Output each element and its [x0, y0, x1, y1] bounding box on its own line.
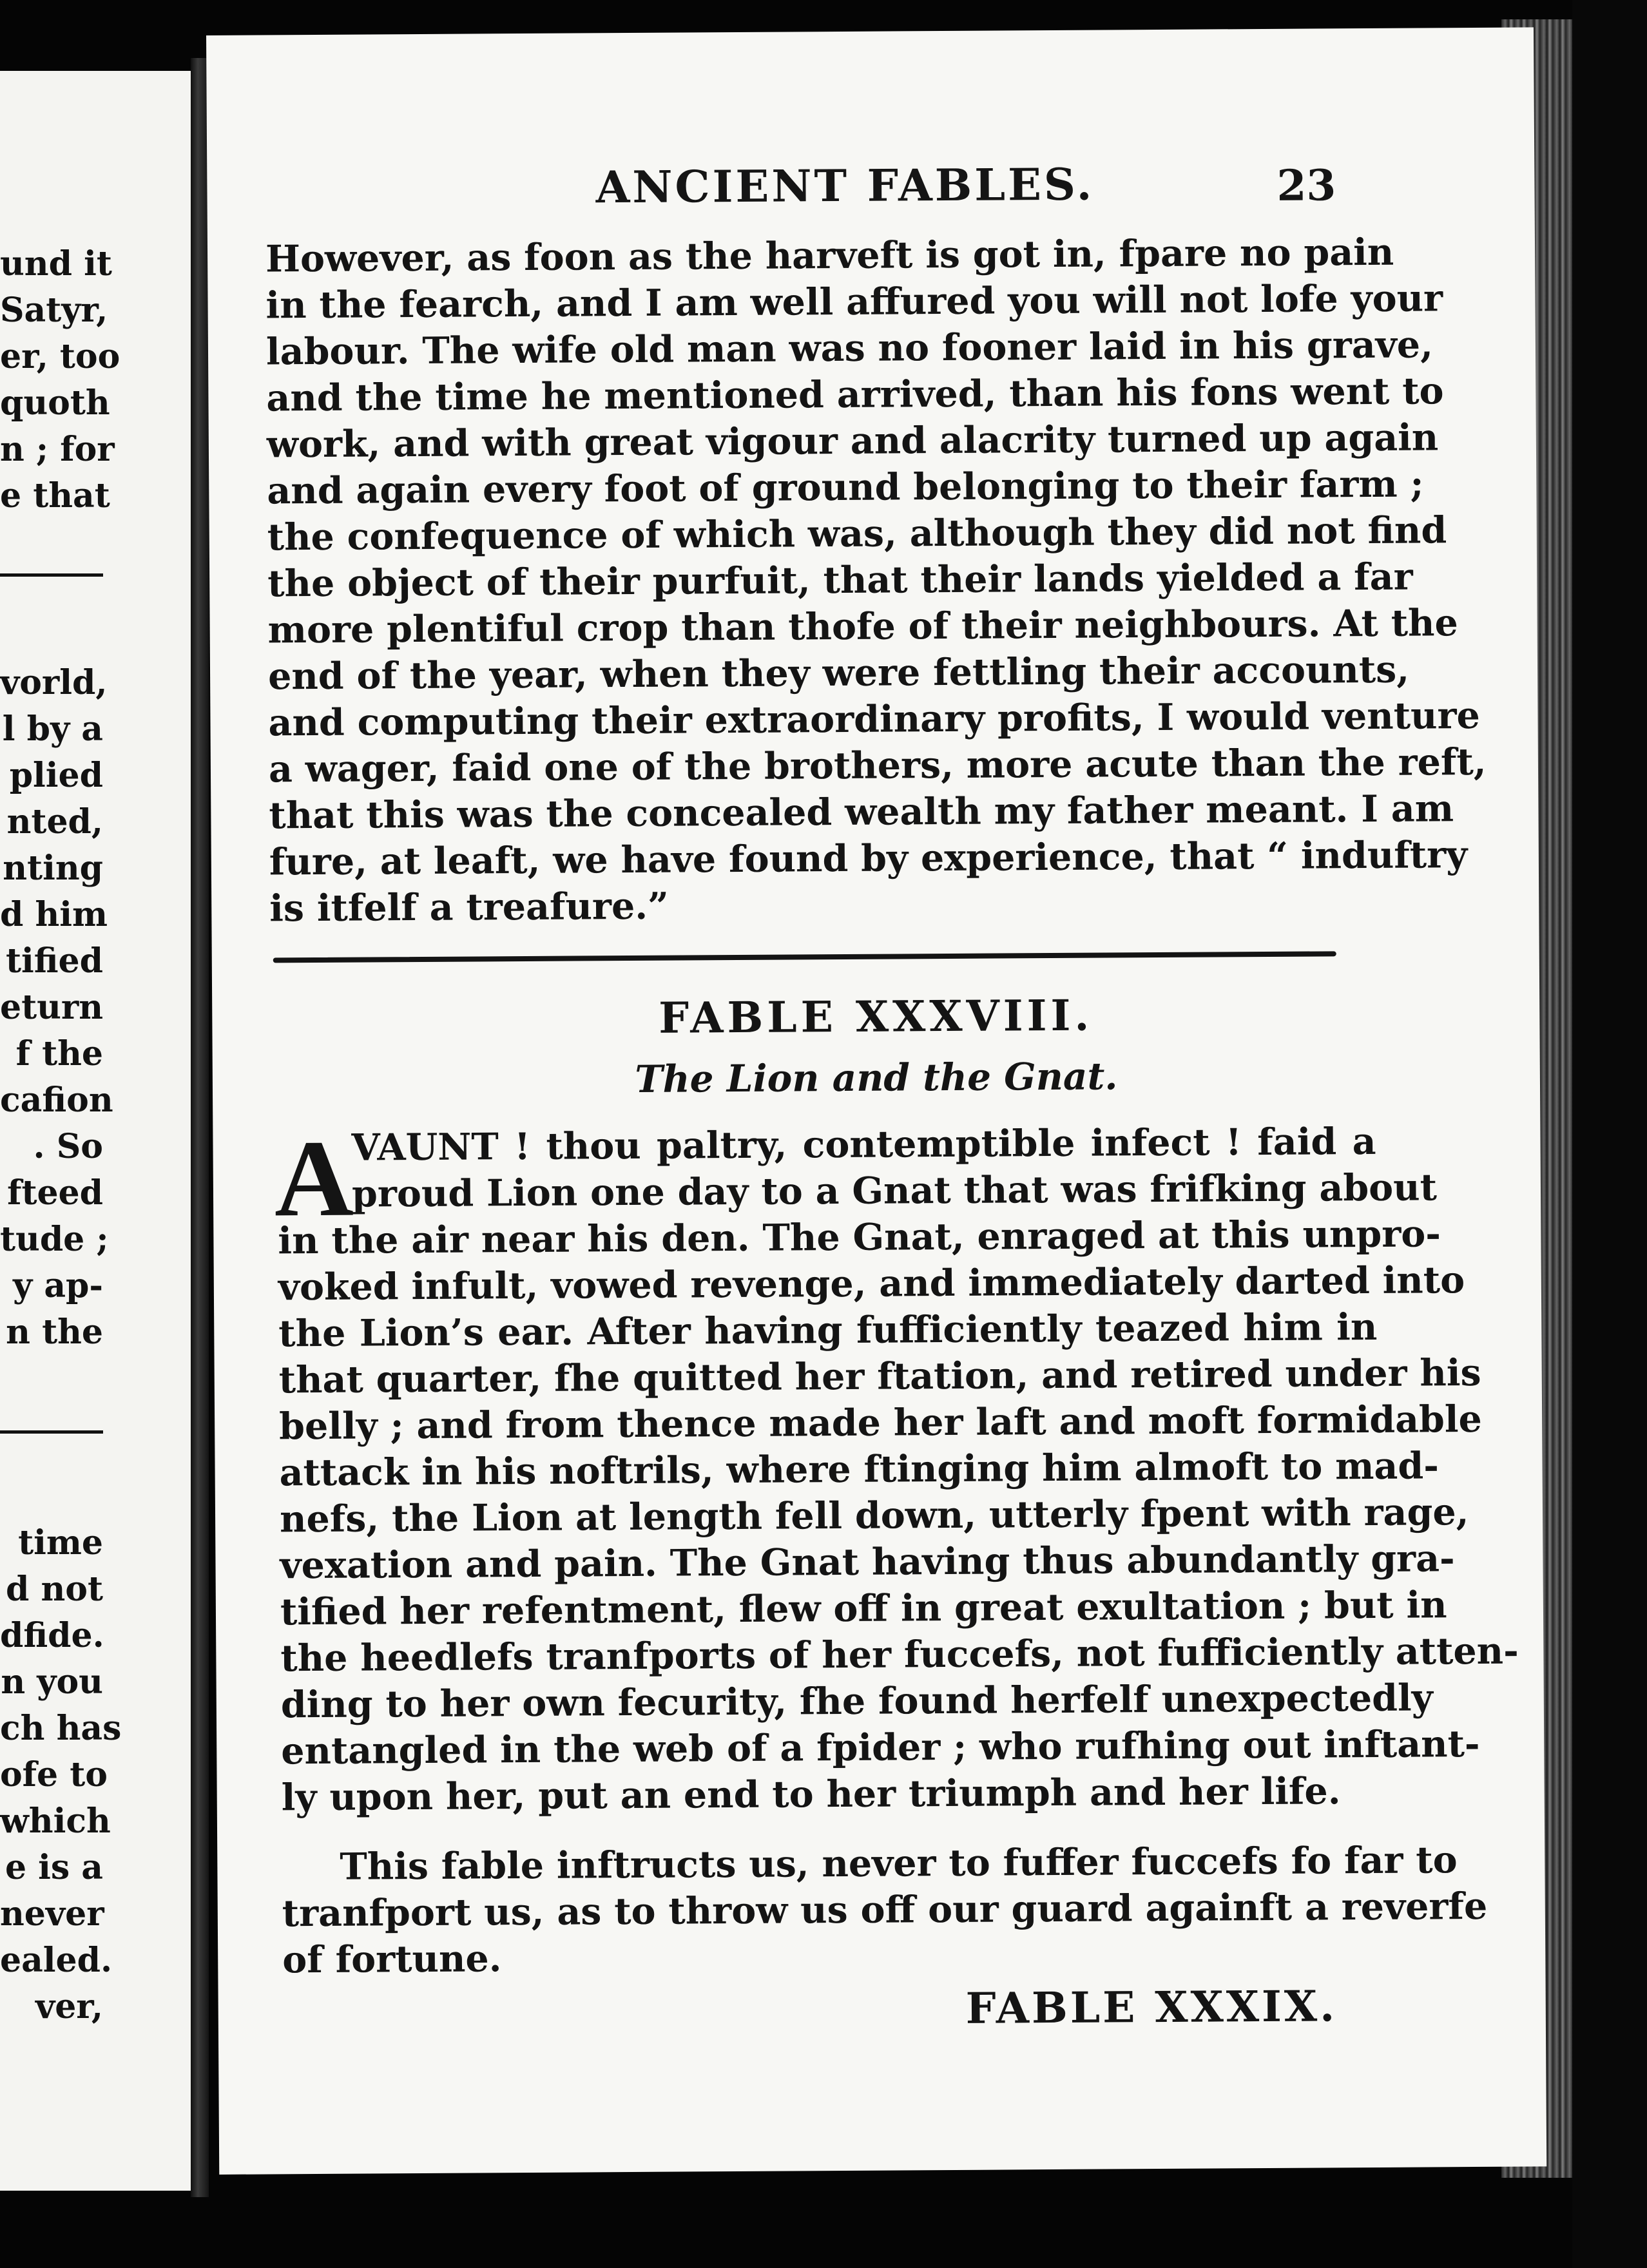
text-line: proud Lion one day to a Gnat that was frifking about: [351, 1166, 1438, 1216]
fable-body: [278, 1211, 1519, 1821]
previous-page-fragment: [0, 71, 197, 2191]
text-line: and again every foot of ground belonging to their farm ;: [267, 462, 1424, 513]
text-line: tranfport us, as to throw us off our guard againft a reverfe: [282, 1884, 1488, 1936]
scan-border: [1572, 0, 1647, 2268]
left-line: l by a: [2, 709, 103, 749]
left-line: d him: [0, 895, 108, 934]
text-line: ding to her own fecurity, fhe found herfelf unexpectedly: [280, 1676, 1434, 1727]
fable-moral: [282, 1838, 1488, 1983]
text-line: that quarter, fhe quitted her ftation, and retired under his: [278, 1350, 1481, 1402]
left-line: tude ;: [0, 1220, 109, 1259]
text-line: end of the year, when they were fettling their accounts,: [267, 648, 1410, 698]
text-line: and computing their extraordinary profits, I would venture: [268, 693, 1481, 745]
left-line: n you: [1, 1662, 103, 1702]
text-line: This fable inftructs us, never to fuffer fuccefs fo far to: [340, 1838, 1458, 1888]
text-line: However, as foon as the harveft is got in, fpare no pain: [265, 230, 1394, 281]
left-line: Satyr,: [0, 291, 108, 330]
book-gutter: [191, 58, 209, 2197]
left-rule: [0, 573, 103, 577]
left-line: nted,: [6, 802, 103, 841]
left-line: d not: [6, 1570, 103, 1609]
left-line: und it: [0, 244, 112, 284]
text-line: ly upon her, put an end to her triumph and her life.: [281, 1769, 1341, 1820]
book-page: [206, 27, 1546, 2175]
left-line: which: [0, 1802, 111, 1841]
left-line: f the: [15, 1034, 103, 1073]
text-line: voked infult, vowed revenge, and immediately darted into: [278, 1258, 1465, 1309]
continuation-text: [265, 229, 1487, 932]
text-line: attack in his noftrils, where ftinging him almoft to mad-: [279, 1444, 1440, 1495]
fable-title: FABLE XXXVIII.: [659, 990, 1093, 1043]
catchword: FABLE XXXIX.: [965, 1981, 1338, 2033]
left-line: n ; for: [0, 430, 115, 469]
text-line: work, and with great vigour and alacrity turned up again: [266, 416, 1439, 466]
text-line: labour. The wife old man was no fooner laid in his grave,: [265, 323, 1434, 374]
text-line: more plentiful crop than thofe of their neighbours. At the: [267, 601, 1458, 652]
text-line: the heedlefs tranfports of her fuccefs, not fufficiently atten-: [280, 1629, 1519, 1680]
left-line: cafion: [0, 1081, 113, 1120]
left-line: nting: [3, 849, 103, 888]
left-line: ch has: [0, 1709, 122, 1748]
page-header: [207, 156, 1535, 229]
text-line: in the fearch, and I am well affured you will not lofe your: [265, 276, 1443, 327]
left-line: fteed: [7, 1173, 103, 1213]
left-line: y ap-: [13, 1266, 103, 1305]
left-line: eturn: [0, 988, 104, 1027]
text-line: of fortune.: [282, 1937, 502, 1982]
text-line: that this was the concealed wealth my father meant. I am: [269, 787, 1454, 838]
text-line: is itfelf a treafure.”: [269, 884, 669, 930]
left-line: dfide.: [0, 1616, 104, 1655]
text-line: the object of their purfuit, that their lands yielded a far: [267, 555, 1413, 606]
drop-cap: A: [274, 1117, 354, 1240]
page-number: 23: [1276, 160, 1336, 211]
left-line: e that: [0, 476, 110, 515]
text-line: in the air near his den. The Gnat, enraged at this unpro-: [278, 1212, 1441, 1263]
text-line: fure, at leaft, we have found by experience, that “ induftry: [269, 833, 1468, 884]
left-line: ver,: [35, 1987, 103, 2026]
left-rule: [0, 1430, 103, 1434]
text-line: VAUNT ! thou paltry, contemptible infect ! faid a: [351, 1119, 1376, 1169]
left-line: e is a: [5, 1848, 103, 1887]
left-line: ofe to: [0, 1755, 108, 1794]
left-line: time: [18, 1523, 103, 1562]
left-line: never: [0, 1894, 104, 1934]
text-line: entangled in the web of a fpider ; who rufhing out inftant-: [281, 1722, 1480, 1773]
left-line: plied: [9, 756, 103, 795]
text-line: belly ; and from thence made her laft and moft formidable: [278, 1397, 1483, 1448]
text-line: vexation and pain. The Gnat having thus abundantly gra-: [280, 1537, 1455, 1588]
fable-subtitle: The Lion and the Gnat.: [635, 1054, 1118, 1101]
text-line: a wager, faid one of the brothers, more acute than the reft,: [268, 740, 1487, 791]
text-line: tified her refentment, flew off in great exultation ; but in: [280, 1583, 1447, 1634]
text-line: the Lion’s ear. After having fufficiently teazed him in: [278, 1305, 1378, 1356]
left-line: tified: [5, 941, 103, 981]
text-line: and the time he mentioned arrived, than his fons went to: [266, 369, 1444, 420]
text-line: nefs, the Lion at length fell down, utterly fpent with rage,: [279, 1490, 1469, 1541]
left-line: er, too: [0, 337, 120, 376]
left-line: n the: [6, 1312, 103, 1352]
left-line: vorld,: [0, 663, 108, 702]
running-head: ANCIENT FABLES.: [595, 159, 1095, 214]
text-line: the confequence of which was, although they did not find: [267, 508, 1447, 559]
left-line: . So: [33, 1127, 103, 1166]
left-line: quoth: [0, 383, 110, 423]
left-line: ealed.: [0, 1941, 113, 1980]
fable-opening: [351, 1119, 1438, 1218]
section-rule: [273, 951, 1336, 963]
